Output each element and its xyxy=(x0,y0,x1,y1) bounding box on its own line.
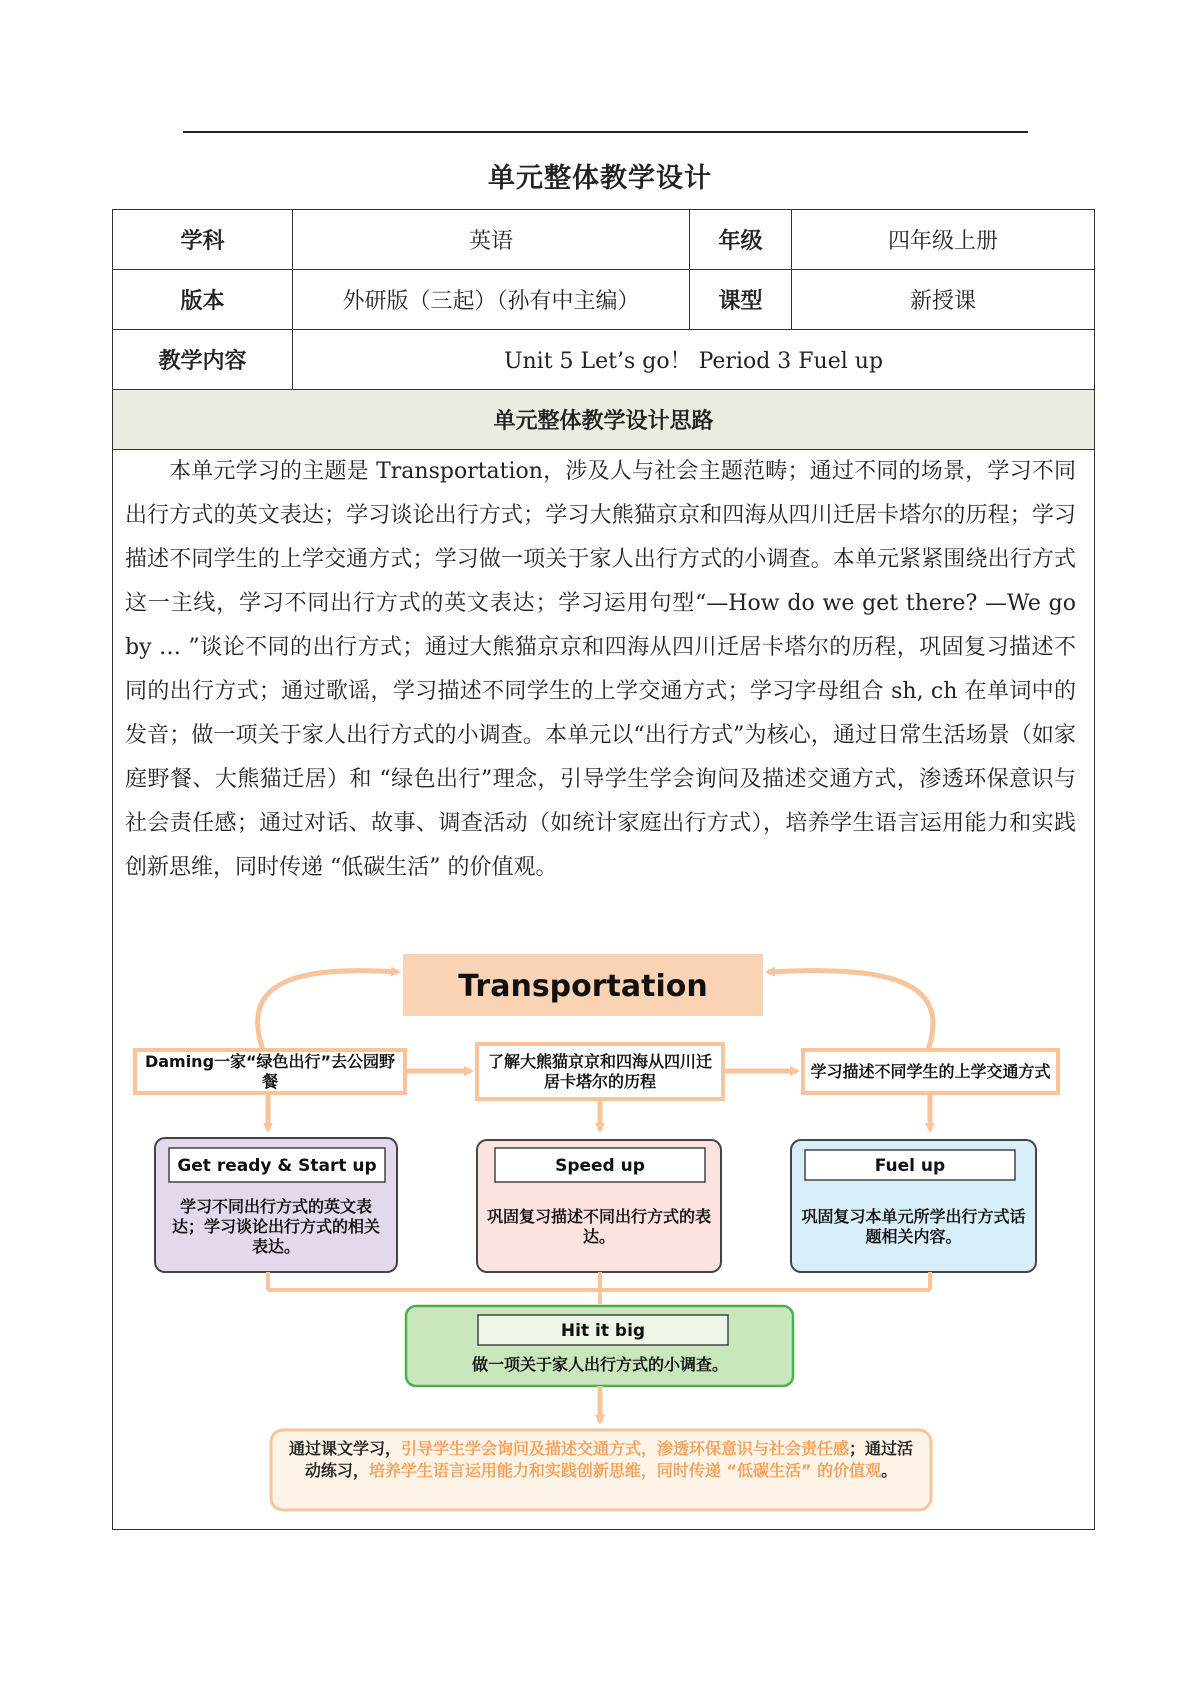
grade-value: 四年级上册 xyxy=(791,210,1094,269)
document-title: 单元整体教学设计 xyxy=(488,163,712,194)
curve-arrow-right xyxy=(768,971,933,1050)
content-label: 教学内容 xyxy=(158,348,247,374)
curve-arrow-left xyxy=(258,971,398,1050)
summary-part-4: 培养学生语言运用能力和实践创新思维，同时传递 “低碳生活” 的价值观 xyxy=(368,1461,882,1480)
row-subject xyxy=(113,210,1094,270)
row-section-header xyxy=(113,390,1094,450)
section-header: 单元整体教学设计思路 xyxy=(493,408,714,434)
period-name-1: Get ready & Start up xyxy=(177,1156,377,1176)
row-edition xyxy=(113,270,1094,330)
edition-label: 版本 xyxy=(180,288,225,314)
lesson-type-label: 课型 xyxy=(689,270,791,329)
design-rationale-paragraph: 本单元学习的主题是 Transportation，涉及人与社会主题范畴；通过不同的场景，学习不同出行方式的英文表达；学习谈论出行方式；学习大熊猫京京和四海从四川迁居卡塔尔的历程；学习描述不同学生的上学交通方式；学习做一项关于家人出行方式的小调查。本单元紧紧围绕出行方式这一主线，学习不同出行方式的英文表达；学习运用句型“—How do we get there? —We go by … ”谈论不同的出行方式；通过大熊猫京京和四海从四川迁居卡塔尔的历程，巩固复习描述不同的出行方式；通过歌谣，学习描述不同学生的上学交通方式；学习字母组合 sh, ch 在单词中的发音；做一项关于家人出行方式的小调查。本单元以“出行方式”为核心，通过日常生活场景（如家庭野餐、大熊猫迁居）和 “绿色出行”理念，引导学生学会询问及描述交通方式，渗透环保意识与社会责任感；通过对话、故事、调查活动（如统计家庭出行方式），培养学生语言运用能力和实践创新思维，同时传递 “低碳生活” 的价值观。 xyxy=(125,459,1076,880)
period-desc-1: 学习不同出行方式的英文表达；学习谈论出行方式的相关表达。 xyxy=(171,1197,380,1256)
theme-label-1: Daming一家“绿色出行”去公园野餐 xyxy=(144,1051,396,1091)
grade-label: 年级 xyxy=(689,210,791,269)
connector-periods xyxy=(268,1272,930,1290)
project-name: Hit it big xyxy=(560,1321,646,1341)
period-desc-2: 巩固复习描述不同出行方式的表达。 xyxy=(487,1207,712,1246)
summary-part-1: 通过课文学习， xyxy=(288,1439,401,1458)
summary-part-2: 引导学生学会询问及描述交通方式，渗透环保意识与社会责任感 xyxy=(400,1439,849,1458)
period-desc-3: 巩固复习本单元所学出行方式话题相关内容。 xyxy=(801,1207,1026,1246)
subject-value: 英语 xyxy=(292,210,689,269)
lesson-type-value: 新授课 xyxy=(791,270,1094,329)
header-rule xyxy=(183,131,1028,133)
period-name-3: Fuel up xyxy=(874,1156,946,1176)
subject-label: 学科 xyxy=(180,228,225,254)
row-content xyxy=(113,330,1094,390)
design-table xyxy=(112,209,1095,1530)
summary-part-3: ；通过活动练习， xyxy=(304,1439,914,1480)
content-value: Unit 5 Let’s go！ Period 3 Fuel up xyxy=(292,330,1094,389)
theme-label-2: 了解大熊猫京京和四海从四川迁居卡塔尔的历程 xyxy=(487,1051,712,1091)
summary-part-5: 。 xyxy=(881,1461,898,1480)
theme-label-3: 学习描述不同学生的上学交通方式 xyxy=(810,1061,1051,1081)
edition-value: 外研版（三起）（孙有中主编） xyxy=(292,270,689,329)
summary-text xyxy=(283,1438,919,1510)
period-name-2: Speed up xyxy=(555,1156,645,1176)
diagram-title: Transportation xyxy=(458,969,708,1004)
project-desc: 做一项关于家人出行方式的小调查。 xyxy=(471,1355,729,1374)
